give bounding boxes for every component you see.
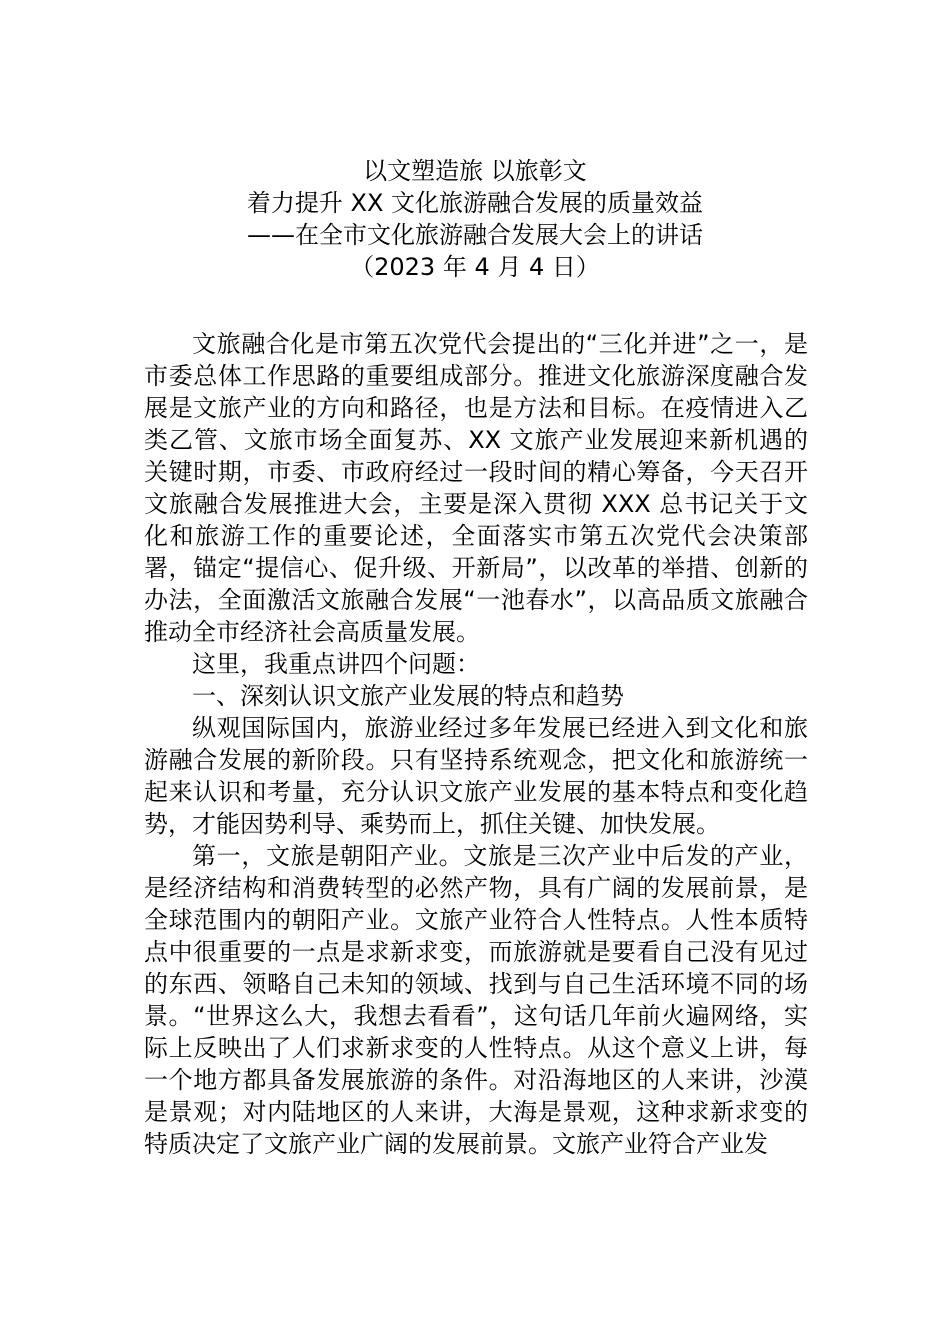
paragraph-outline: 这里，我重点讲四个问题： xyxy=(192,650,480,678)
speech-occasion: ——在全市文化旅游融合发展大会上的讲话 xyxy=(247,221,703,249)
paragraph-intro: 文旅融合化是市第五次党代会提出的“三化并进”之一，是市委总体工作思路的重要组成部分。推进文化旅游深度融合发展是文旅产业的方向和路径，也是方法和目标。在疫情进入乙类乙管、文旅市场全面复苏、XX 文旅产业发展迎来新机遇的关键时期，市委、市政府经过一段时间的精心筹备，今天召开文旅融合发展推进大会，主要是深入贯彻 XXX 总书记关于文化和旅游工作的重要论述，全面落实市第五次党代会决策部署，锚定“提信心、促升级、开新局”，以改革的举措、创新的办法，全面激活文旅融合发展“一池春水”，以高品质文旅融合推动全市经济社会高质量发展。 xyxy=(144,330,808,646)
paragraph-point-1: 第一，文旅是朝阳产业。文旅是三次产业中后发的产业，是经济结构和消费转型的必然产物，具有广阔的发展前景，是全球范围内的朝阳产业。文旅产业符合人性特点。人性本质特点中很重要的一点是求新求变，而旅游就是要看自己没有见过的东西、领略自己未知的领域、找到与自己生活环境不同的场景。“世界这么大，我想去看看”，这句话几年前火遍网络，实际上反映出了人们求新求变的人性特点。从这个意义上讲，每一个地方都具备发展旅游的条件。对沿海地区的人来讲，沙漠是景观；对内陆地区的人来讲，大海是景观，这种求新求变的特质决定了文旅产业广阔的发展前景。文旅产业符合产业发 xyxy=(144,842,808,1158)
speech-date: （2023 年 4 月 4 日） xyxy=(350,253,600,281)
section-heading-1: 一、深刻认识文旅产业发展的特点和趋势 xyxy=(192,682,624,710)
sub-title: 着力提升 XX 文化旅游融合发展的质量效益 xyxy=(246,189,704,217)
main-title: 以文塑造旅 以旅彰文 xyxy=(363,157,587,185)
speech-body xyxy=(144,328,808,1160)
speech-title-block xyxy=(0,155,950,283)
paragraph-overview: 纵观国际国内，旅游业经过多年发展已经进入到文化和旅游融合发展的新阶段。只有坚持系统观念，把文化和旅游统一起来认识和考量，充分认识文旅产业发展的基本特点和变化趋势，才能因势利导、乘势而上，抓住关键、加快发展。 xyxy=(144,714,808,838)
